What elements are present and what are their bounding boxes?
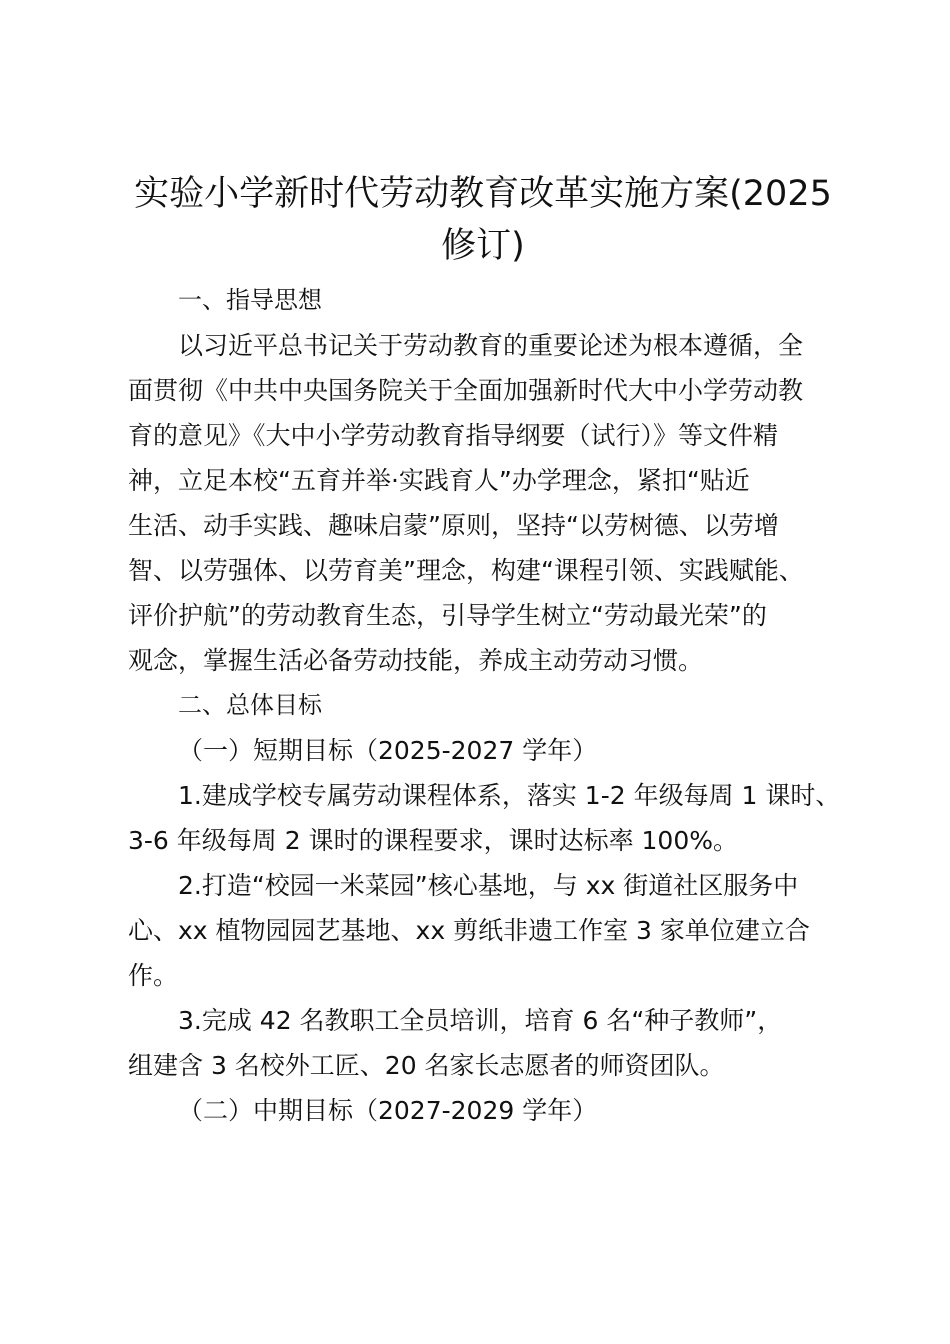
paragraph-line: 以习近平总书记关于劳动教育的重要论述为根本遵循，全 — [178, 331, 804, 360]
paragraph-line: 3.完成 42 名教职工全员培训，培育 6 名“种子教师”， — [178, 1006, 783, 1035]
section-heading-guiding-ideology: 一、指导思想 — [178, 286, 322, 314]
subheading-short-term-goals: （一）短期目标（2025-2027 学年） — [178, 736, 598, 765]
paragraph-line: 3-6 年级每周 2 课时的课程要求，课时达标率 100%。 — [128, 826, 738, 855]
paragraph-line: 评价护航”的劳动教育生态，引导学生树立“劳动最光荣”的 — [128, 601, 767, 630]
paragraph-line: 心、xx 植物园园艺基地、xx 剪纸非遗工作室 3 家单位建立合 — [128, 916, 810, 945]
list-item-2 — [128, 863, 838, 998]
document-title — [128, 168, 838, 272]
paragraph-line: 作。 — [128, 961, 179, 990]
title-line-2: 修订) — [441, 226, 525, 266]
document-page — [128, 168, 841, 1133]
subheading-mid-term-goals: （二）中期目标（2027-2029 学年） — [178, 1096, 598, 1125]
paragraph-line: 面贯彻《中共中央国务院关于全面加强新时代大中小学劳动教 — [128, 376, 804, 405]
paragraph-line: 组建含 3 名校外工匠、20 名家长志愿者的师资团队。 — [128, 1051, 725, 1080]
list-item-1 — [128, 773, 841, 863]
paragraph-line: 智、以劳强体、以劳育美”理念，构建“课程引领、实践赋能、 — [128, 556, 804, 585]
paragraph-line: 神，立足本校“五育并举·实践育人”办学理念，紧扣“贴近 — [128, 466, 750, 495]
paragraph-guiding-ideology — [128, 323, 838, 683]
paragraph-line: 生活、动手实践、趣味启蒙”原则，坚持“以劳树德、以劳增 — [128, 511, 779, 540]
paragraph-line: 育的意见》《大中小学劳动教育指导纲要（试行）》等文件精 — [128, 421, 779, 450]
section-heading-overall-goals: 二、总体目标 — [178, 691, 322, 719]
paragraph-line: 2.打造“校园一米菜园”核心基地，与 xx 街道社区服务中 — [178, 871, 799, 900]
title-line-1: 实验小学新时代劳动教育改革实施方案(2025 — [134, 174, 832, 214]
paragraph-line: 观念，掌握生活必备劳动技能，养成主动劳动习惯。 — [128, 646, 704, 675]
paragraph-line: 1.建成学校专属劳动课程体系，落实 1-2 年级每周 1 课时、 — [178, 781, 841, 810]
list-item-3 — [128, 998, 838, 1088]
